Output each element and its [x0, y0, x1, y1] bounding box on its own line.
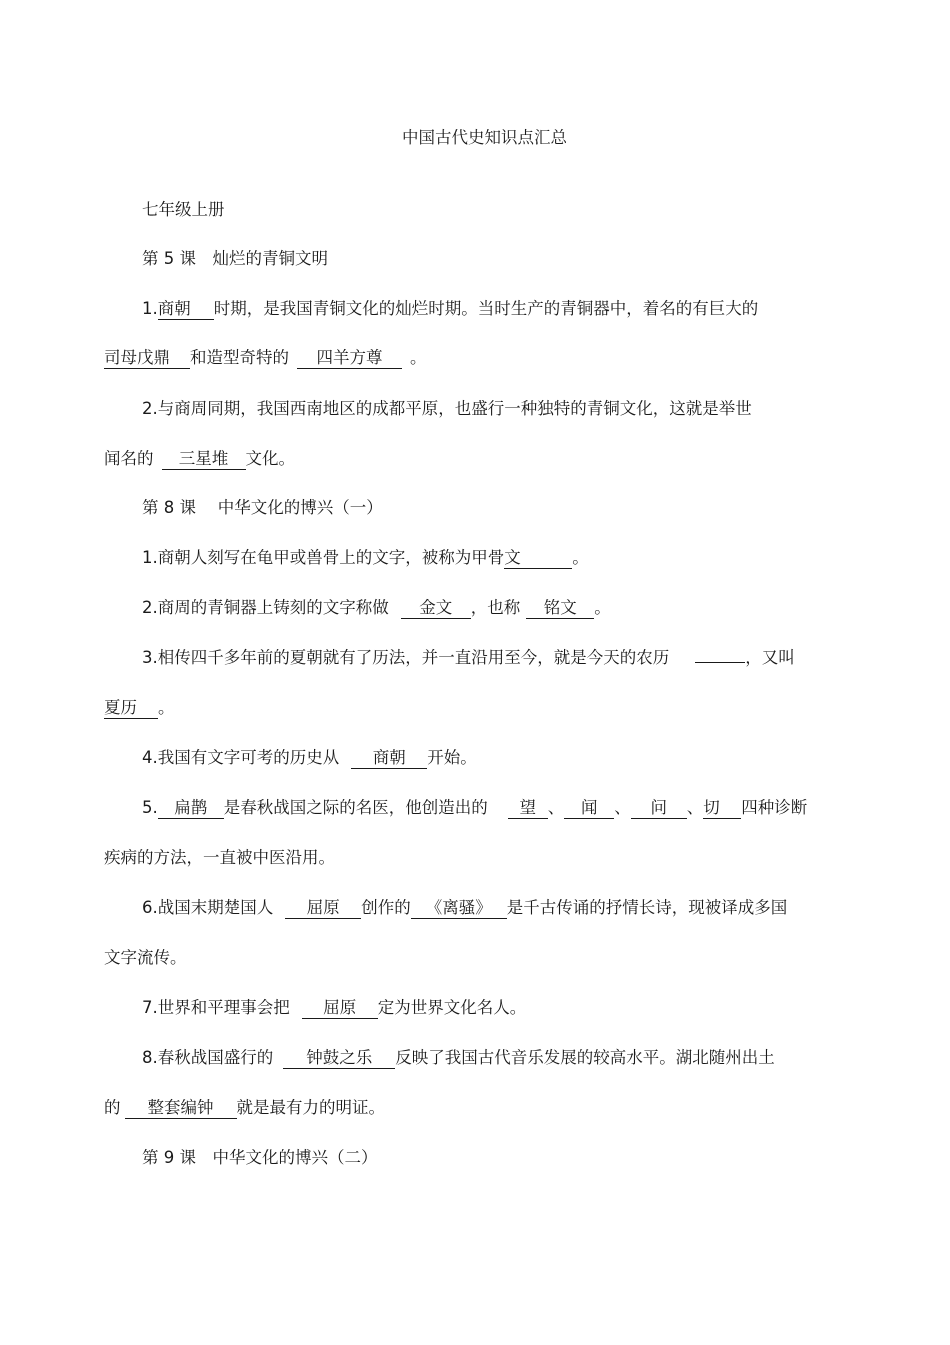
item-text: 四种诊断 — [741, 798, 808, 817]
item-text: ，又叫 — [745, 648, 795, 667]
item-text: 。 — [594, 598, 611, 617]
lesson-8-item-2 — [142, 597, 611, 619]
item-text: 1.商朝人刻写在龟甲或兽骨上的文字，被称为甲骨 — [142, 548, 505, 567]
item-text: 反映了我国古代音乐发展的较高水平。湖北随州出土 — [395, 1048, 775, 1067]
item-text: 1. — [142, 299, 158, 318]
item-text: 时期，是我国青铜文化的灿烂时期。当时生产的青铜器中，着名的有巨大的 — [213, 299, 759, 318]
item-text: 4.我国有文字可考的历史从 — [142, 748, 340, 767]
item-text: 3.相传四千多年前的夏朝就有了历法，并一直沿用至今，就是今天的农历 — [142, 648, 670, 667]
answer-blank: 屈原 — [285, 898, 361, 919]
item-text: 是春秋战国之际的名医，他创造出的 — [223, 798, 488, 817]
lesson-8-item-7 — [142, 997, 526, 1019]
item-text: 的 — [104, 1098, 121, 1117]
item-text: 定为世界文化名人。 — [377, 998, 527, 1017]
answer-blank: 钟鼓之乐 — [283, 1048, 395, 1069]
lesson-8-item-3-line-1 — [142, 647, 795, 669]
answer-blank: 商朝 — [351, 748, 427, 769]
answer-blank: 整套编钟 — [125, 1098, 237, 1119]
answer-blank: 闻 — [564, 798, 614, 819]
item-text: 。 — [158, 698, 175, 717]
lesson-8-item-8-line-2 — [104, 1097, 385, 1119]
lesson-8-item-5-line-2: 疾病的方法，一直被中医沿用。 — [104, 848, 335, 867]
lesson-8-item-3-line-2 — [104, 697, 175, 719]
item-text: 6.战国末期楚国人 — [142, 898, 274, 917]
lesson-8-item-5-line-1 — [142, 797, 807, 819]
answer-blank: 商朝 — [158, 299, 214, 320]
item-text: 和造型奇特的 — [190, 348, 289, 367]
item-text: ，也称 — [470, 598, 521, 617]
lesson-8-item-6-line-2: 文字流传。 — [104, 948, 187, 967]
answer-blank: 金文 — [401, 598, 471, 619]
item-text: 。 — [572, 548, 589, 567]
page-title: 中国古代史知识点汇总 — [402, 128, 567, 147]
item-text: 、 — [547, 798, 565, 817]
answer-blank: 夏历 — [104, 698, 158, 719]
answer-blank: 《离骚》 — [411, 898, 507, 919]
answer-blank: 望 — [508, 798, 548, 819]
lesson-5-item-1-line-2 — [104, 347, 427, 369]
answer-blank: 文 — [504, 548, 572, 569]
answer-blank: 切 — [703, 798, 741, 819]
item-text: 文化。 — [245, 449, 295, 468]
item-text: 7.世界和平理事会把 — [142, 998, 290, 1017]
grade-heading: 七年级上册 — [142, 200, 225, 219]
answer-blank: 四羊方尊 — [297, 348, 402, 369]
lesson-8-item-6-line-1 — [142, 897, 787, 919]
lesson-8-heading: 第 8 课 中华文化的博兴（一） — [142, 498, 383, 517]
answer-blank — [695, 662, 745, 663]
answer-blank: 铭文 — [526, 598, 594, 619]
item-text: 8.春秋战国盛行的 — [142, 1048, 274, 1067]
lesson-9-heading: 第 9 课 中华文化的博兴（二） — [142, 1148, 378, 1167]
item-text: 闻名的 — [104, 449, 154, 468]
item-text: 。 — [410, 348, 427, 367]
answer-blank: 三星堆 — [162, 449, 246, 470]
lesson-5-heading: 第 5 课 灿烂的青铜文明 — [142, 249, 328, 268]
item-text: 开始。 — [427, 748, 477, 767]
item-text: 5. — [142, 798, 158, 817]
lesson-5-item-2-line-1: 2.与商周同期，我国西南地区的成都平原，也盛行一种独特的青铜文化，这就是举世 — [142, 399, 752, 418]
item-text: 就是最有力的明证。 — [236, 1098, 385, 1117]
lesson-8-item-8-line-1 — [142, 1047, 775, 1069]
item-text: 是千古传诵的抒情长诗，现被译成多国 — [506, 898, 788, 917]
item-text: 2.商周的青铜器上铸刻的文字称做 — [142, 598, 389, 617]
answer-blank: 司母戊鼎 — [104, 348, 190, 369]
lesson-8-item-4 — [142, 747, 477, 769]
item-text: 、 — [686, 798, 704, 817]
item-text: 、 — [614, 798, 631, 817]
answer-blank: 屈原 — [302, 998, 378, 1019]
lesson-8-item-1 — [142, 547, 589, 569]
item-text: 创作的 — [361, 898, 411, 917]
answer-blank: 问 — [631, 798, 687, 819]
answer-blank: 扁鹊 — [158, 798, 224, 819]
lesson-5-item-2-line-2 — [104, 448, 295, 470]
lesson-5-item-1-line-1 — [142, 298, 758, 320]
